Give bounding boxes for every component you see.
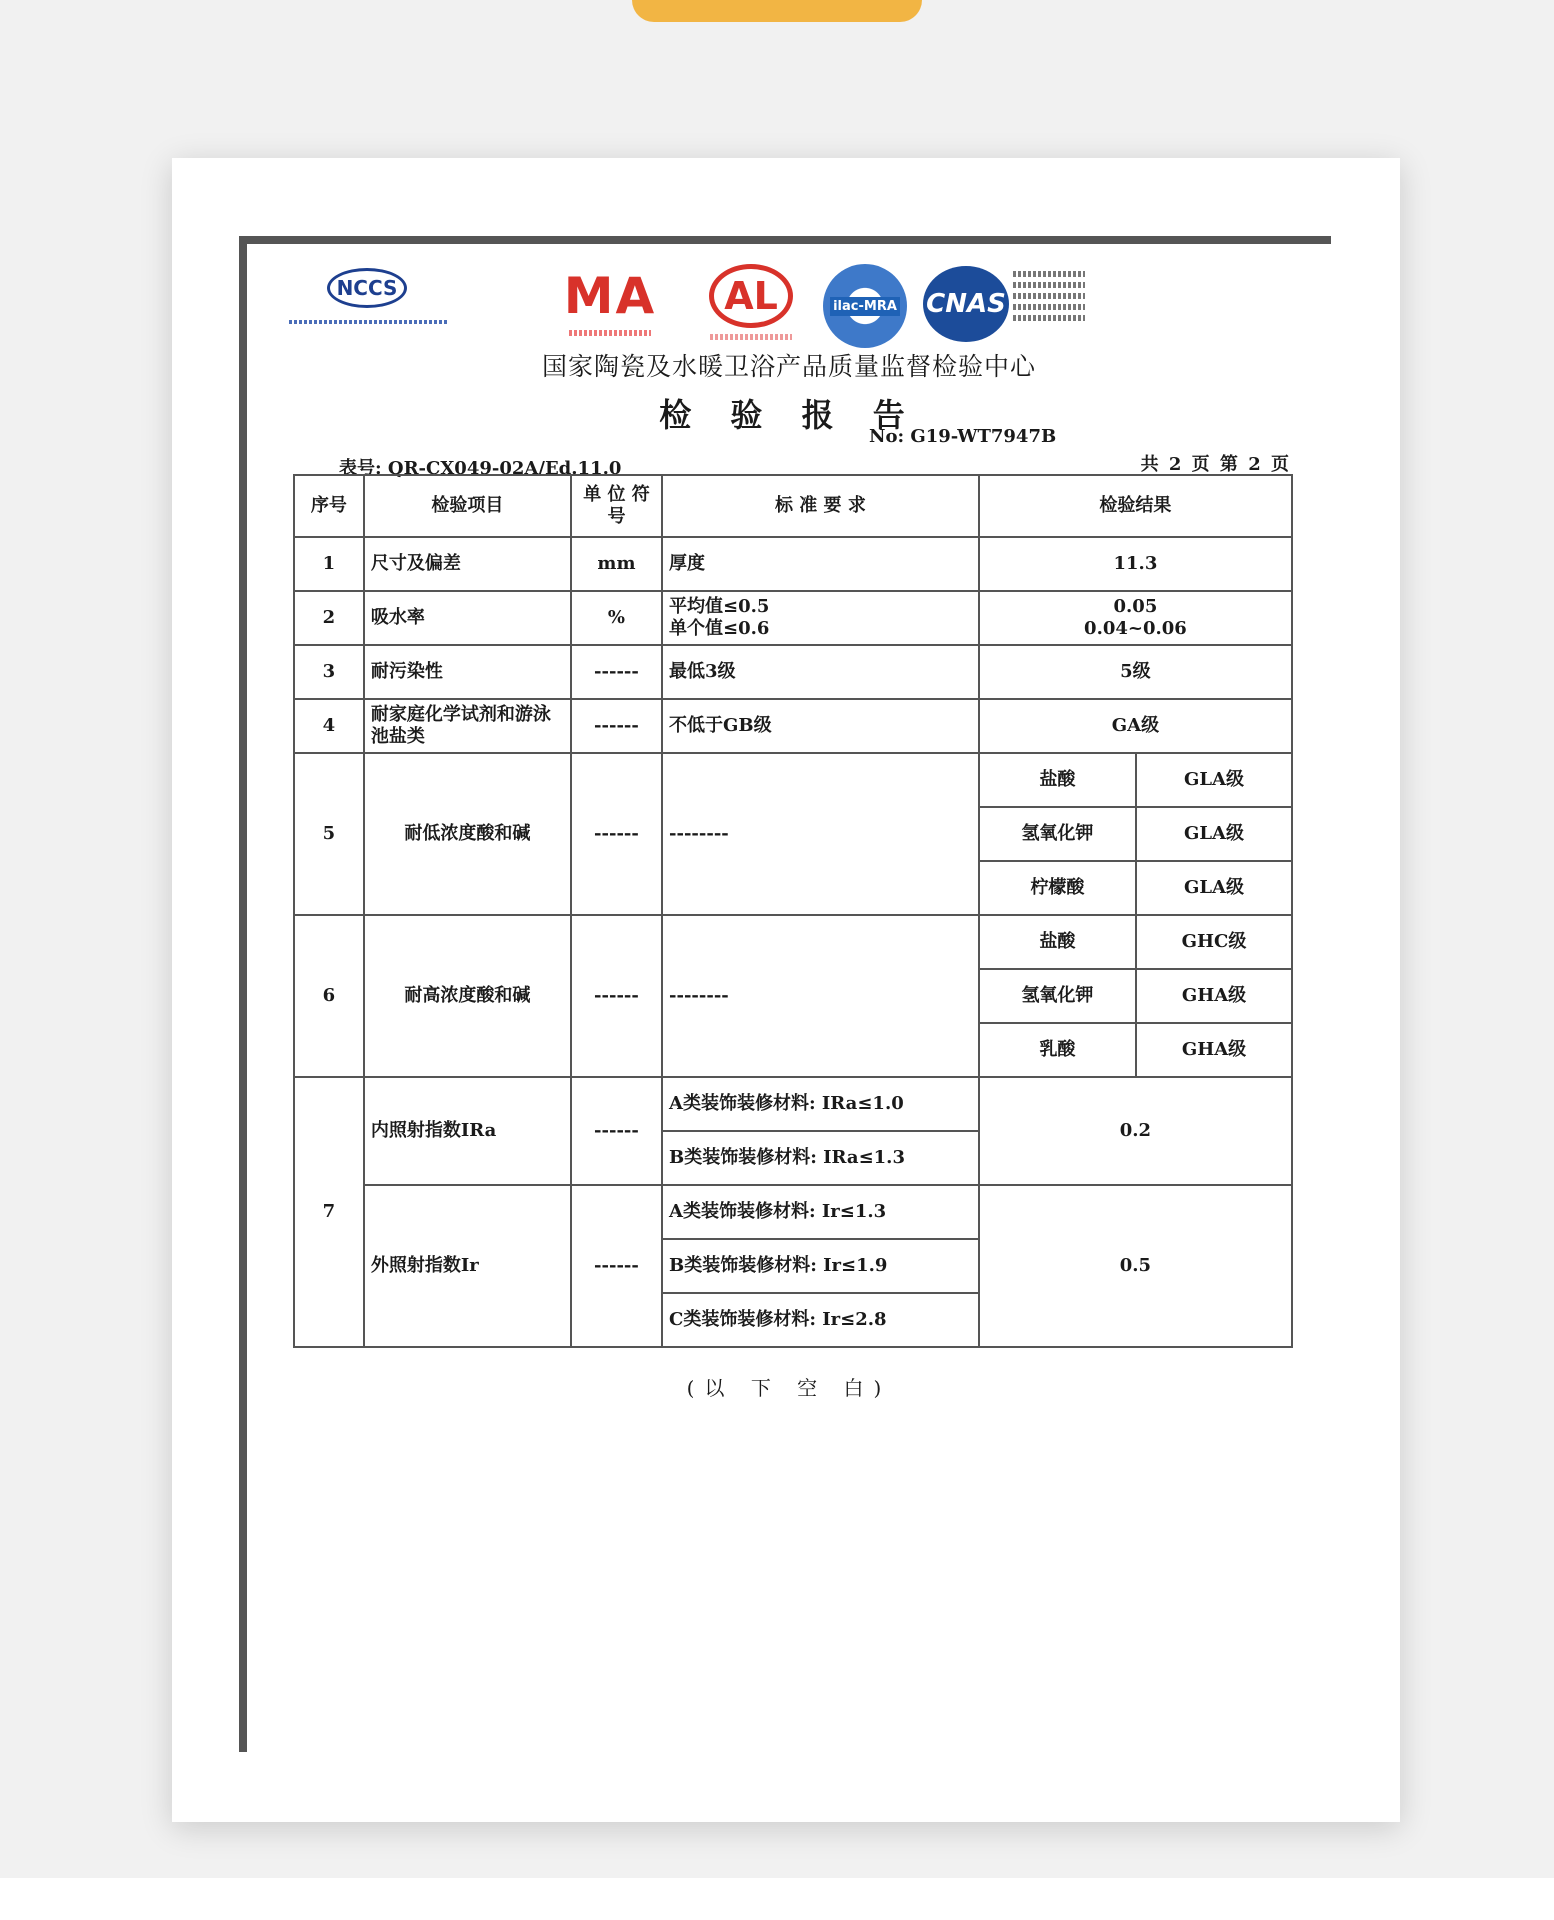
cal-logo: AL [701, 264, 801, 346]
table-row: 4 耐家庭化学试剂和游泳池盐类 ------ 不低于GB级 GA级 [294, 699, 1292, 753]
table-row: 外照射指数Ir ------ A类装饰装修材料: Ir≤1.3 0.5 [294, 1185, 1292, 1239]
table-row: 6 耐高浓度酸和碱 ------ -------- 盐酸 GHC级 [294, 915, 1292, 969]
table-row: 氢氧化钾 GHA级 [294, 969, 1292, 1023]
table-row: C类装饰装修材料: Ir≤2.8 [294, 1293, 1292, 1347]
table-row: 1 尺寸及偏差 mm 厚度 11.3 [294, 537, 1292, 591]
report-sheet [239, 236, 1331, 1752]
col-result: 检验结果 [979, 475, 1292, 537]
table-header-row [294, 475, 1292, 537]
inspection-table [293, 474, 1293, 1348]
col-unit: 单 位 符 号 [571, 475, 662, 537]
table-row: 乳酸 GHA级 [294, 1023, 1292, 1077]
top-banner-pill [632, 0, 922, 22]
page-info: 共 2 页 第 2 页 [1140, 454, 1291, 475]
cnas-logo: CNAS [923, 266, 1009, 342]
report-number: No: G19-WT7947B [869, 426, 1057, 447]
table-row: 2 吸水率 % 平均值≤0.5 单个值≤0.6 0.05 0.04~0.06 [294, 591, 1292, 645]
report-title: 检 验 报 告 [659, 396, 919, 434]
table-row: 5 耐低浓度酸和碱 ------ -------- 盐酸 GLA级 [294, 753, 1292, 807]
nccs-logo: NCCS [289, 268, 449, 338]
col-item: 检验项目 [364, 475, 571, 537]
bottom-band [0, 1878, 1554, 1920]
cnas-text-lines [1013, 266, 1085, 336]
table-row: 7 内照射指数IRa ------ A类装饰装修材料: IRa≤1.0 0.2 [294, 1077, 1292, 1131]
blank-below-note: (以 下 空 白) [686, 1376, 892, 1400]
table-row: 柠檬酸 GLA级 [294, 861, 1292, 915]
table-row: B类装饰装修材料: IRa≤1.3 [294, 1131, 1292, 1185]
center-name: 国家陶瓷及水暖卫浴产品质量监督检验中心 [541, 352, 1036, 381]
ilac-mra-logo: ilac-MRA [823, 264, 907, 348]
table-row: 氢氧化钾 GLA级 [294, 807, 1292, 861]
form-number: 表号: QR-CX049-02A/Ed.11.0 [339, 458, 622, 479]
picture-frame [172, 158, 1400, 1822]
table-row: B类装饰装修材料: Ir≤1.9 [294, 1239, 1292, 1293]
cma-logo: MA [545, 266, 675, 344]
table-row: 3 耐污染性 ------ 最低3级 5级 [294, 645, 1292, 699]
col-standard: 标 准 要 求 [662, 475, 979, 537]
col-no: 序号 [294, 475, 364, 537]
